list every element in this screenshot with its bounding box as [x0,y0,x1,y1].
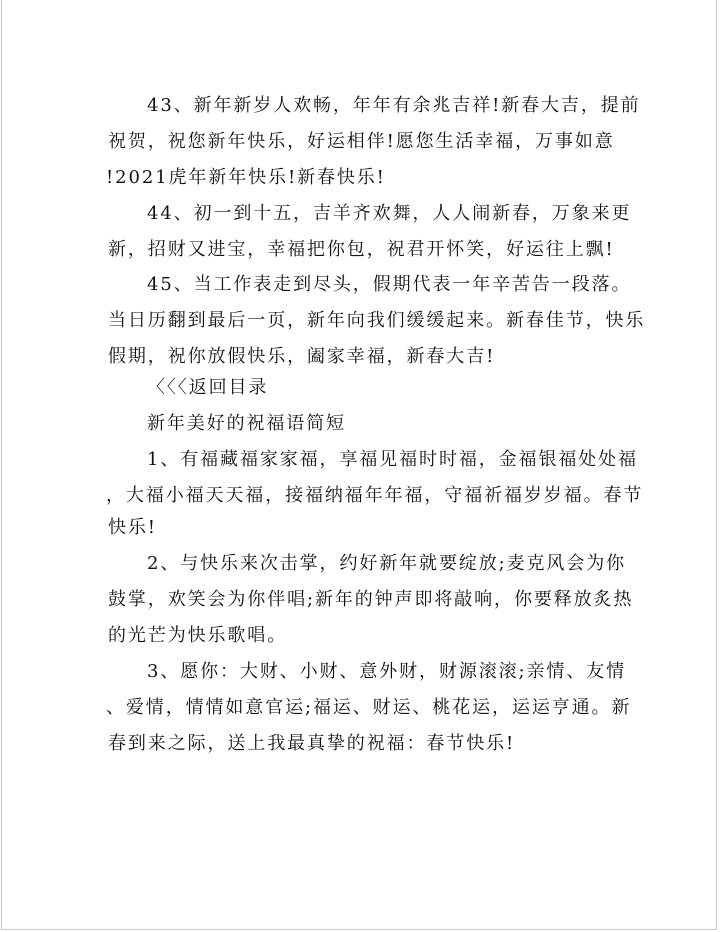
paragraph-2-line-1: 2、与快乐来次击掌，约好新年就要绽放;麦克风会为你 [147,553,627,574]
paragraph-45-line-2: 当日历翻到最后一页，新年向我们缓缓起来。新春佳节，快乐 [108,310,646,331]
paragraph-45-line-3: 假期，祝你放假快乐，阖家幸福，新春大吉! [108,346,496,367]
paragraph-43-line-2: 祝贺，祝您新年快乐，好运相伴!愿您生活幸福，万事如意 [108,131,615,152]
paragraph-43-line-3: !2021虎年新年快乐!新春快乐! [106,167,386,188]
back-to-toc-link[interactable]: 〈〈〈返回目录 [147,377,269,398]
paragraph-3-line-3: 春到来之际，送上我最真挚的祝福：春节快乐! [108,733,516,754]
paragraph-1-line-1: 1、有福藏福家家福，享福见福时时福，金福银福处处福 [147,449,638,470]
paragraph-1-line-2: ，大福小福天天福，接福纳福年年福，守福祈福岁岁福。春节 [106,485,644,506]
paragraph-3-line-1: 3、愿你：大财、小财、意外财，财源滚滚;亲情、友情 [147,661,627,682]
paragraph-3-line-2: 、爱情，情情如意官运;福运、财运、桃花运，运运亨通。新 [106,697,632,718]
paragraph-2-line-3: 的光芒为快乐歌唱。 [108,625,288,646]
paragraph-2-line-2: 鼓掌，欢笑会为你伴唱;新年的钟声即将敲响，你要释放炙热 [108,589,634,610]
paragraph-45-line-1: 45、当工作表走到尽头，假期代表一年辛苦告一段落。 [147,274,632,295]
paragraph-1-line-3: 快乐! [108,517,157,538]
paragraph-43-line-1: 43、新年新岁人欢畅，年年有余兆吉祥!新春大吉，提前 [147,95,641,116]
paragraph-44-line-2: 新，招财又进宝，幸福把你包，祝君开怀笑，好运往上飘! [108,239,615,260]
paragraph-44-line-1: 44、初一到十五，吉羊齐欢舞，人人闹新春，万象来更 [147,203,632,224]
section-heading: 新年美好的祝福语简短 [147,413,346,434]
